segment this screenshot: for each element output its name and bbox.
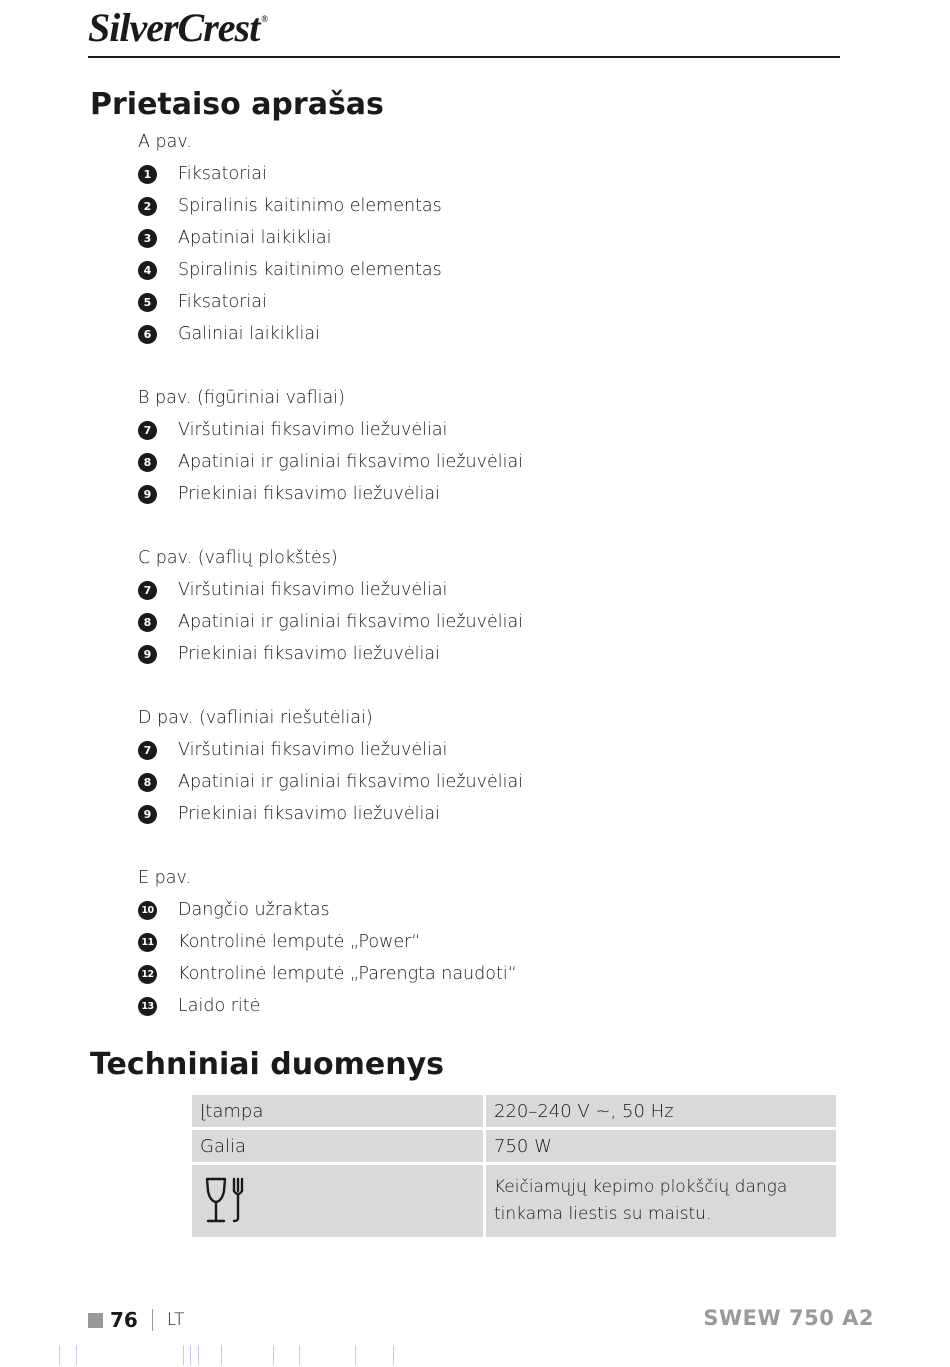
item-label: Priekiniai fiksavimo liežuvėliai — [178, 804, 440, 824]
item-label: Fiksatoriai — [178, 292, 267, 312]
spec-food-safe-text — [486, 1165, 836, 1237]
figure-list — [138, 126, 523, 1054]
print-mark — [221, 1345, 222, 1365]
figure-item — [138, 926, 523, 958]
figure-title: C pav. (vaflių plokštės) — [138, 548, 338, 568]
footer — [88, 1308, 184, 1332]
item-label: Apatiniai ir galiniai fiksavimo liežuvėliai — [178, 452, 524, 472]
figure-title: D pav. (vafliniai riešutėliai) — [138, 708, 373, 728]
item-number-badge: 10 — [138, 901, 157, 920]
header-rule — [88, 56, 840, 58]
language-code: LT — [166, 1310, 185, 1330]
item-number-badge: 1 — [138, 165, 157, 184]
item-number-badge: 8 — [138, 613, 157, 632]
figure-title: E pav. — [138, 868, 192, 888]
item-label: Spiralinis kaitinimo elementas — [178, 260, 442, 280]
section-title-description: Prietaiso aprašas — [90, 87, 384, 122]
figure-item — [138, 478, 523, 510]
print-mark — [76, 1345, 77, 1365]
figure-item — [138, 254, 523, 286]
page-marker-square — [88, 1313, 103, 1328]
item-label: Apatiniai ir galiniai fiksavimo liežuvėliai — [178, 772, 524, 792]
item-label: Fiksatoriai — [178, 164, 267, 184]
item-number-badge: 7 — [138, 741, 157, 760]
figure-title: B pav. (figūriniai vafliai) — [138, 388, 345, 408]
figure-item — [138, 638, 523, 670]
model-name: SWEW 750 A2 — [703, 1306, 874, 1330]
spec-row-power — [192, 1130, 836, 1162]
item-label: Galiniai laikikliai — [178, 324, 320, 344]
item-number-badge: 2 — [138, 197, 157, 216]
item-label: Kontrolinė lemputė „Power“ — [178, 932, 421, 952]
item-number-badge: 9 — [138, 805, 157, 824]
item-label: Apatiniai ir galiniai fiksavimo liežuvėliai — [178, 612, 524, 632]
item-label: Viršutiniai fiksavimo liežuvėliai — [178, 580, 448, 600]
item-number-badge: 8 — [138, 773, 157, 792]
section-title-technical: Techniniai duomenys — [90, 1047, 445, 1082]
figure-item — [138, 318, 523, 350]
print-mark — [299, 1345, 300, 1365]
spec-row-voltage — [192, 1095, 836, 1127]
figure-item — [138, 414, 523, 446]
spec-value: 220–240 V ~, 50 Hz — [486, 1095, 836, 1127]
item-number-badge: 4 — [138, 261, 157, 280]
figure-block — [138, 382, 523, 510]
spec-row-food-safe — [192, 1165, 836, 1237]
figure-item — [138, 190, 523, 222]
footer-separator — [152, 1309, 153, 1331]
item-label: Laido ritė — [178, 996, 261, 1016]
figure-block — [138, 702, 523, 830]
spec-value: 750 W — [486, 1130, 836, 1162]
print-mark — [59, 1345, 60, 1365]
figure-item — [138, 990, 523, 1022]
specs-table — [189, 1092, 839, 1240]
figure-item — [138, 446, 523, 478]
item-number-badge: 3 — [138, 229, 157, 248]
item-label: Priekiniai fiksavimo liežuvėliai — [178, 484, 440, 504]
item-number-badge: 9 — [138, 645, 157, 664]
item-label: Spiralinis kaitinimo elementas — [178, 196, 442, 216]
brand-name: SilverCrest — [88, 5, 260, 50]
page-number: 76 — [110, 1308, 138, 1332]
item-number-badge: 7 — [138, 421, 157, 440]
print-mark — [393, 1345, 394, 1365]
figure-item — [138, 222, 523, 254]
figure-item — [138, 766, 523, 798]
item-label: Viršutiniai fiksavimo liežuvėliai — [178, 740, 448, 760]
item-number-badge: 9 — [138, 485, 157, 504]
item-number-badge: 11 — [138, 933, 157, 952]
item-number-badge: 6 — [138, 325, 157, 344]
item-label: Dangčio užraktas — [178, 900, 330, 920]
item-number-badge: 7 — [138, 581, 157, 600]
print-mark — [355, 1345, 356, 1365]
brand-logo — [88, 4, 267, 51]
registered-mark: ® — [261, 14, 267, 24]
item-number-badge: 8 — [138, 453, 157, 472]
print-mark — [183, 1345, 184, 1365]
figure-item — [138, 158, 523, 190]
food-safe-glass-fork-icon — [204, 1175, 250, 1227]
print-mark — [273, 1345, 274, 1365]
item-number-badge: 5 — [138, 293, 157, 312]
item-label: Priekiniai fiksavimo liežuvėliai — [178, 644, 440, 664]
spec-label: Įtampa — [192, 1095, 483, 1127]
figure-item — [138, 894, 523, 926]
food-safe-line2: tinkama liestis su maistu. — [494, 1204, 712, 1224]
print-mark — [190, 1345, 191, 1365]
figure-item — [138, 734, 523, 766]
food-safe-line1: Keičiamųjų kepimo plokščių danga — [494, 1177, 788, 1197]
figure-item — [138, 798, 523, 830]
spec-icon-cell — [192, 1165, 483, 1237]
figure-item — [138, 286, 523, 318]
figure-block — [138, 862, 523, 1022]
item-label: Kontrolinė lemputė „Parengta naudoti“ — [178, 964, 517, 984]
figure-title: A pav. — [138, 132, 192, 152]
item-label: Viršutiniai fiksavimo liežuvėliai — [178, 420, 448, 440]
item-number-badge: 13 — [138, 997, 157, 1016]
item-number-badge: 12 — [138, 965, 157, 984]
figure-block — [138, 126, 523, 350]
print-mark — [198, 1345, 199, 1365]
item-label: Apatiniai laikikliai — [178, 228, 332, 248]
figure-block — [138, 542, 523, 670]
print-marks — [55, 1345, 455, 1365]
figure-item — [138, 574, 523, 606]
figure-item — [138, 958, 523, 990]
figure-item — [138, 606, 523, 638]
spec-label: Galia — [192, 1130, 483, 1162]
